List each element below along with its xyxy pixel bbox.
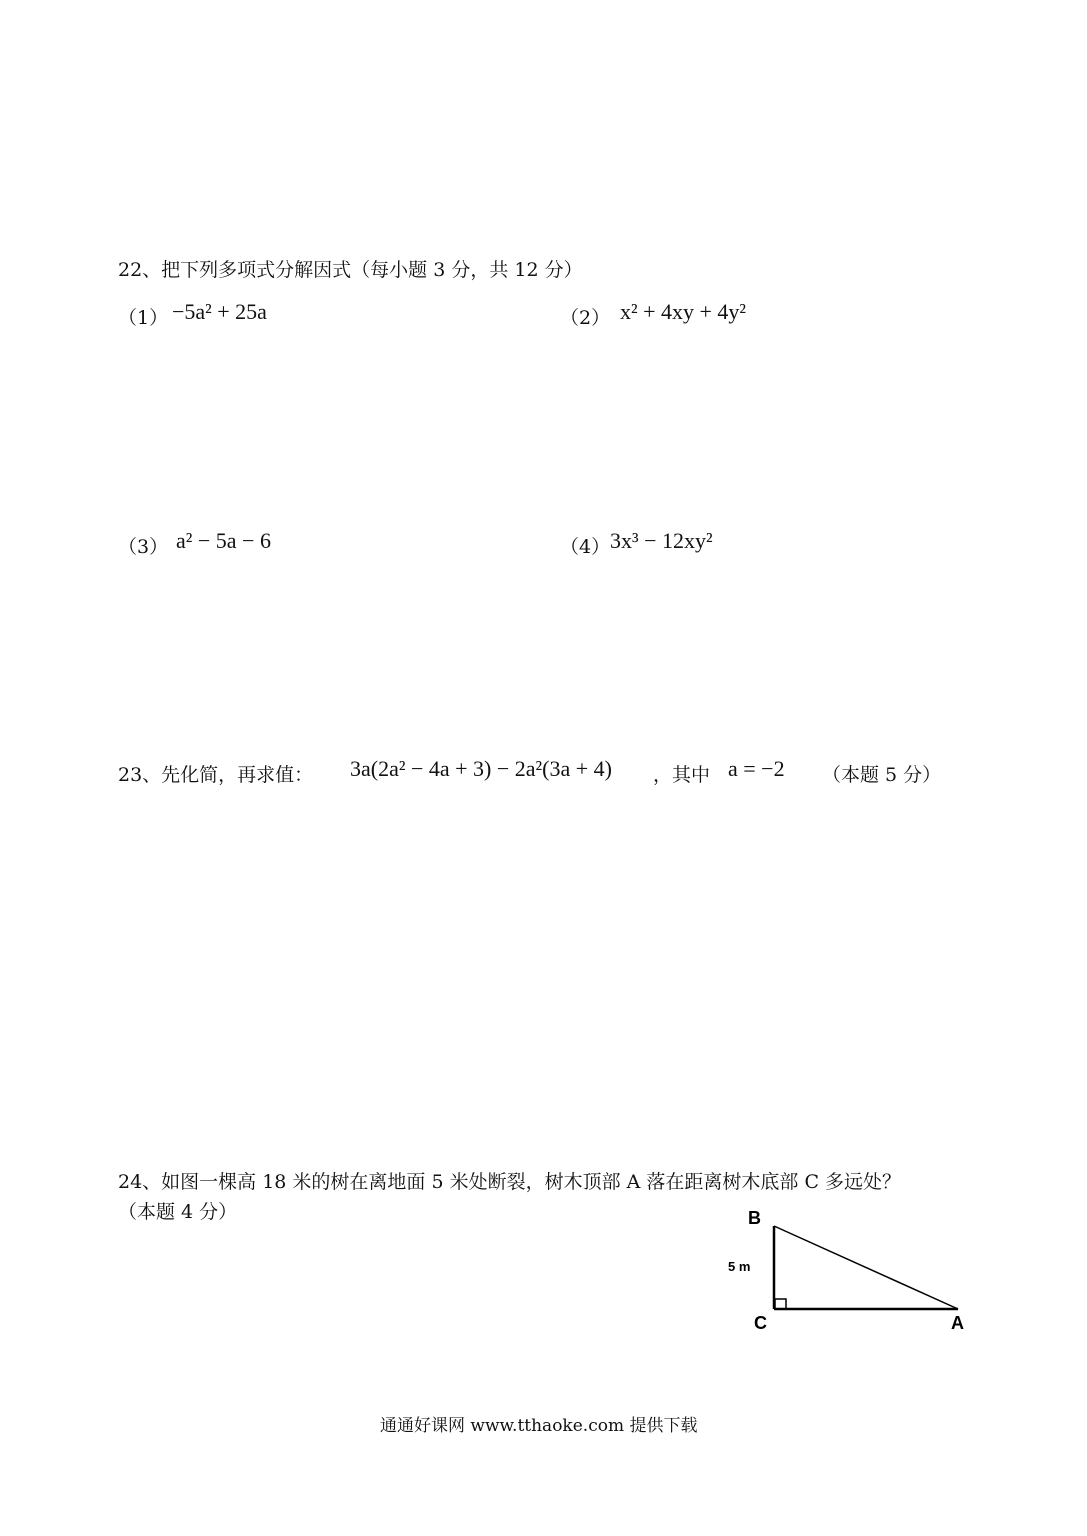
q24-text-line-1: 24、如图一棵高 18 米的树在离地面 5 米处断裂，树木顶部 A 落在距离树木底部 C 多远处？ bbox=[118, 1171, 902, 1193]
q23-expression: 3a(2a² − 4a + 3) − 2a²(3a + 4) bbox=[350, 756, 612, 781]
label-c: C bbox=[754, 1313, 767, 1333]
q22-item-1-num: （1） bbox=[118, 307, 169, 329]
q23-score: （本题 5 分） bbox=[822, 764, 942, 786]
q22-item-3-num: （3） bbox=[118, 536, 169, 558]
q22-item-4-num: （4） bbox=[560, 536, 611, 558]
q23-prefix: 23、先化简，再求值： bbox=[118, 764, 314, 786]
footer-text: 通通好课网 www.tthaoke.com 提供下载 bbox=[380, 1416, 698, 1436]
side-ba bbox=[774, 1226, 958, 1309]
triangle-diagram bbox=[720, 1200, 990, 1345]
q22-heading: 22、把下列多项式分解因式（每小题 3 分，共 12 分） bbox=[118, 259, 583, 281]
q22-item-3-expr: a² − 5a − 6 bbox=[176, 528, 271, 553]
label-side-5m: 5 m bbox=[728, 1259, 751, 1274]
right-angle-marker bbox=[775, 1299, 786, 1309]
q23-condition: a = −2 bbox=[728, 756, 785, 781]
q24-text-line-2: （本题 4 分） bbox=[118, 1201, 238, 1223]
q22-item-4-expr: 3x³ − 12xy² bbox=[610, 528, 713, 553]
q23-condition-prefix: ，其中 bbox=[653, 764, 711, 786]
label-a: A bbox=[951, 1313, 964, 1333]
label-b: B bbox=[748, 1208, 761, 1228]
q22-item-2-num: （2） bbox=[560, 307, 611, 329]
q22-item-2-expr: x² + 4xy + 4y² bbox=[620, 299, 747, 324]
q22-item-1-expr: −5a² + 25a bbox=[172, 299, 267, 324]
